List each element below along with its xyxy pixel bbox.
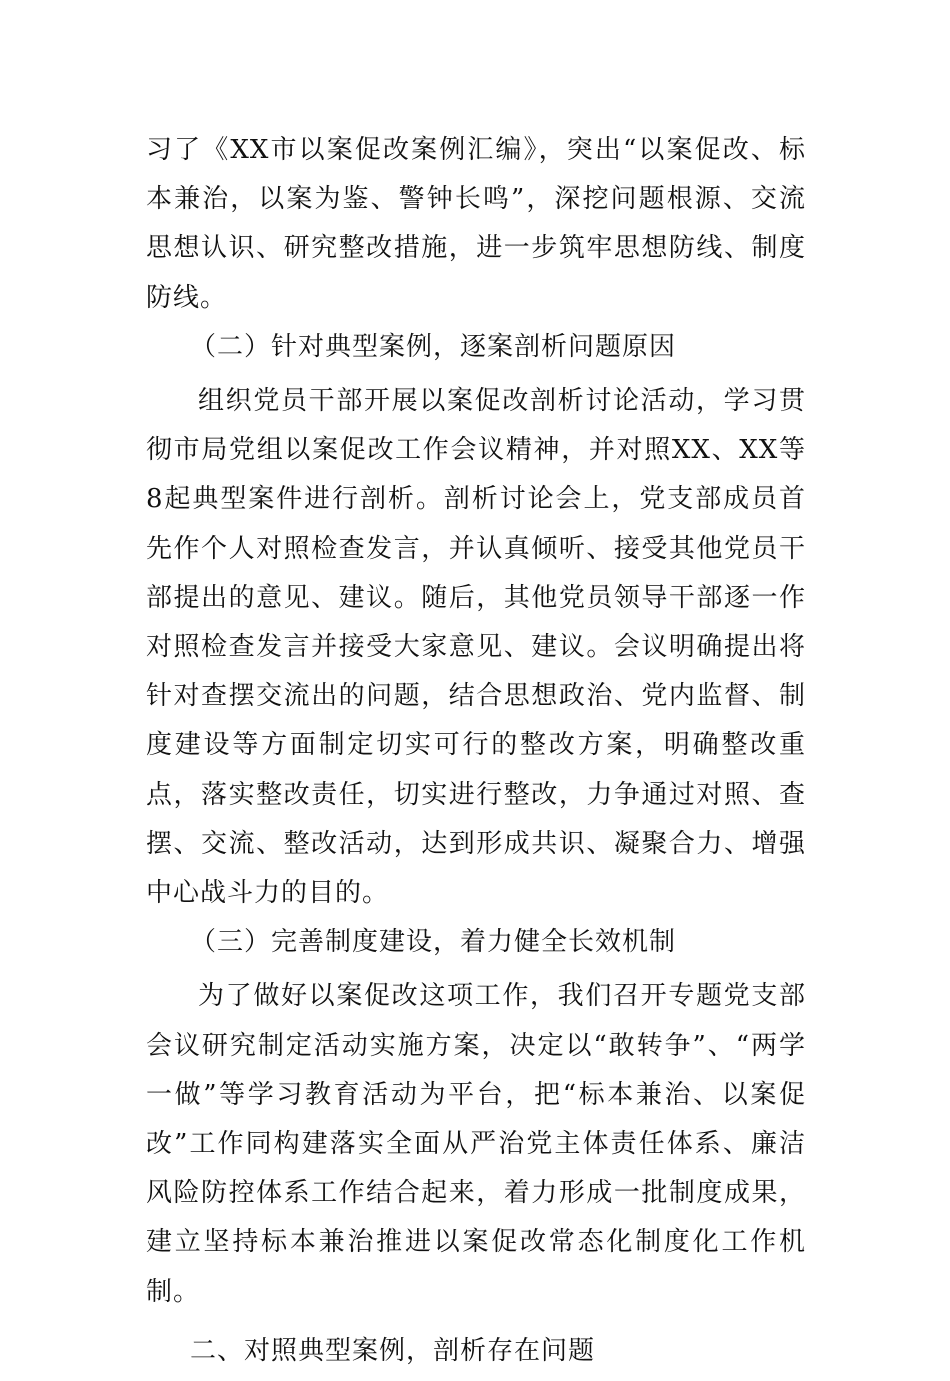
- paragraph-case-analysis: 组织党员干部开展以案促改剖析讨论活动，学习贯彻市局党组以案促改工作会议精神，并对照XX、XX等8起典型案件进行剖析。剖析讨论会上，党支部成员首先作个人对照检查发言，并认真倾听、接受其他党员干部提出的意见、建议。随后，其他党员领导干部逐一作对照检查发言并接受大家意见、建议。会议明确提出将针对查摆交流出的问题，结合思想政治、党内监督、制度建设等方面制定切实可行的整改方案，明确整改重点，落实整改责任，切实进行整改，力争通过对照、查摆、交流、整改活动，达到形成共识、凝聚合力、增强中心战斗力的目的。: [146, 386, 806, 909]
- document-body: [146, 126, 806, 1381]
- paragraph-system-building: 为了做好以案促改这项工作，我们召开专题党支部会议研究制定活动实施方案，决定以“敢转争”、“两学一做”等学习教育活动为平台，把“标本兼治、以案促改”工作同构建落实全面从严治党主体责任体系、廉洁风险防控体系工作结合起来，着力形成一批制度成果，建立坚持标本兼治推进以案促改常态化制度化工作机制。: [146, 981, 806, 1307]
- subheading-three: （三）完善制度建设，着力健全长效机制: [190, 927, 677, 958]
- section-heading-two: 二、对照典型案例，剖析存在问题: [190, 1335, 596, 1366]
- paragraph-continuation: 习了《XX市以案促改案例汇编》，突出“以案促改、标本兼治，以案为鉴、警钟长鸣”，深挖问题根源、交流思想认识、研究整改措施，进一步筑牢思想防线、制度防线。: [146, 135, 806, 313]
- subheading-two: （二）针对典型案例，逐案剖析问题原因: [190, 331, 677, 362]
